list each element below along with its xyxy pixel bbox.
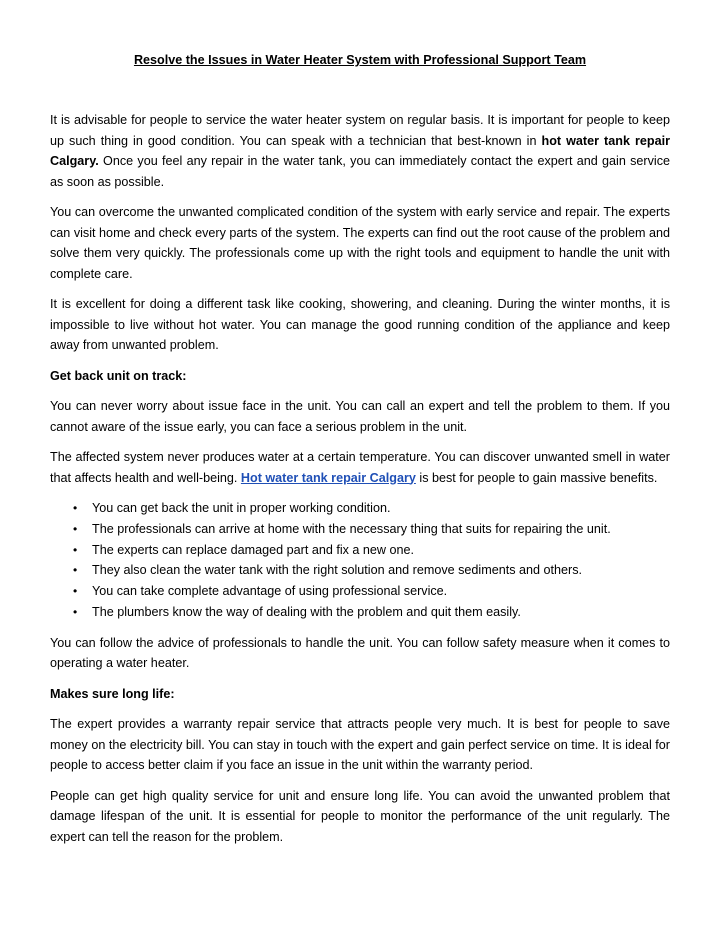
bullet-icon: • (73, 521, 78, 536)
list-item (50, 540, 670, 561)
paragraph-intro (50, 110, 670, 192)
paragraph-text: is best for people to gain massive benefits. (415, 470, 658, 485)
list-item (50, 498, 670, 519)
hot-water-tank-link[interactable]: Hot water tank repair Calgary (240, 470, 416, 485)
paragraph-follow-advice: You can follow the advice of professionals to handle the unit. You can follow safety measure when it comes to operating a water heater. (50, 635, 670, 671)
bullet-icon: • (73, 584, 78, 599)
paragraph-text: The affected system never produces water at a certain temperature. You can discover unwanted smell in water that affects health and well-being. (50, 450, 670, 485)
bullet-icon: • (73, 604, 78, 619)
paragraph-overcome: You can overcome the unwanted complicated condition of the system with early service and repair. The experts can visit home and check every parts of the system. The experts can find out the root cause of the problem and solve them very quickly. The professionals come up with the right tools and equipment to handle the unit with complete care. (50, 205, 670, 281)
paragraph-never-worry: You can never worry about issue face in the unit. You can call an expert and tell the problem to them. If you cannot aware of the issue early, you can face a serious problem in the unit. (50, 399, 670, 434)
list-item-text: You can get back the unit in proper working condition. (92, 501, 391, 515)
list-item (50, 560, 670, 581)
list-item (50, 519, 670, 540)
paragraph-warranty: The expert provides a warranty repair service that attracts people very much. It is best for people to save money on the electricity bill. You can stay in touch with the expert and gain perfect service on time. It is ideal for people to access better claim if you face an issue in the unit within the warranty period. (50, 717, 670, 773)
benefits-list (50, 498, 670, 623)
list-item-text: The professionals can arrive at home with the necessary thing that suits for repairing the unit. (92, 521, 611, 536)
paragraph-excellent: It is excellent for doing a different task like cooking, showering, and cleaning. During the winter months, it is impossible to live without hot water. You can manage the good running condition of the appliance and keep away from unwanted problem. (50, 297, 670, 352)
document-body (50, 110, 670, 857)
paragraph-text: It is advisable for people to service the water heater system on regular basis. It is important for people to keep up such thing in good condition. You can speak with a technician that best-known in (50, 113, 670, 148)
list-item-text: You can take complete advantage of using professional service. (92, 584, 448, 599)
list-item-text: The plumbers know the way of dealing with the problem and quit them easily. (92, 604, 521, 619)
section-heading-long-life: Makes sure long life: (50, 686, 175, 701)
list-item-text: They also clean the water tank with the right solution and remove sediments and others. (92, 563, 583, 578)
bullet-icon: • (73, 542, 78, 557)
bold-keyword: hot water tank repair Calgary. (50, 133, 670, 168)
list-item (50, 581, 670, 602)
bullet-icon: • (73, 563, 78, 578)
document-title: Resolve the Issues in Water Heater System with Professional Support Team (133, 53, 587, 67)
paragraph-affected (50, 447, 670, 488)
list-item (50, 602, 670, 623)
section-heading-track: Get back unit on track: (50, 368, 187, 383)
list-item-text: The experts can replace damaged part and fix a new one. (92, 542, 415, 557)
paragraph-quality: People can get high quality service for unit and ensure long life. You can avoid the unwanted problem that damage lifespan of the unit. It is essential for people to monitor the performance of the unit regularly. The expert can tell the reason for the problem. (50, 788, 670, 844)
paragraph-text: Once you feel any repair in the water tank, you can immediately contact the expert and gain service as soon as possible. (50, 154, 670, 189)
bullet-icon: • (73, 501, 78, 515)
